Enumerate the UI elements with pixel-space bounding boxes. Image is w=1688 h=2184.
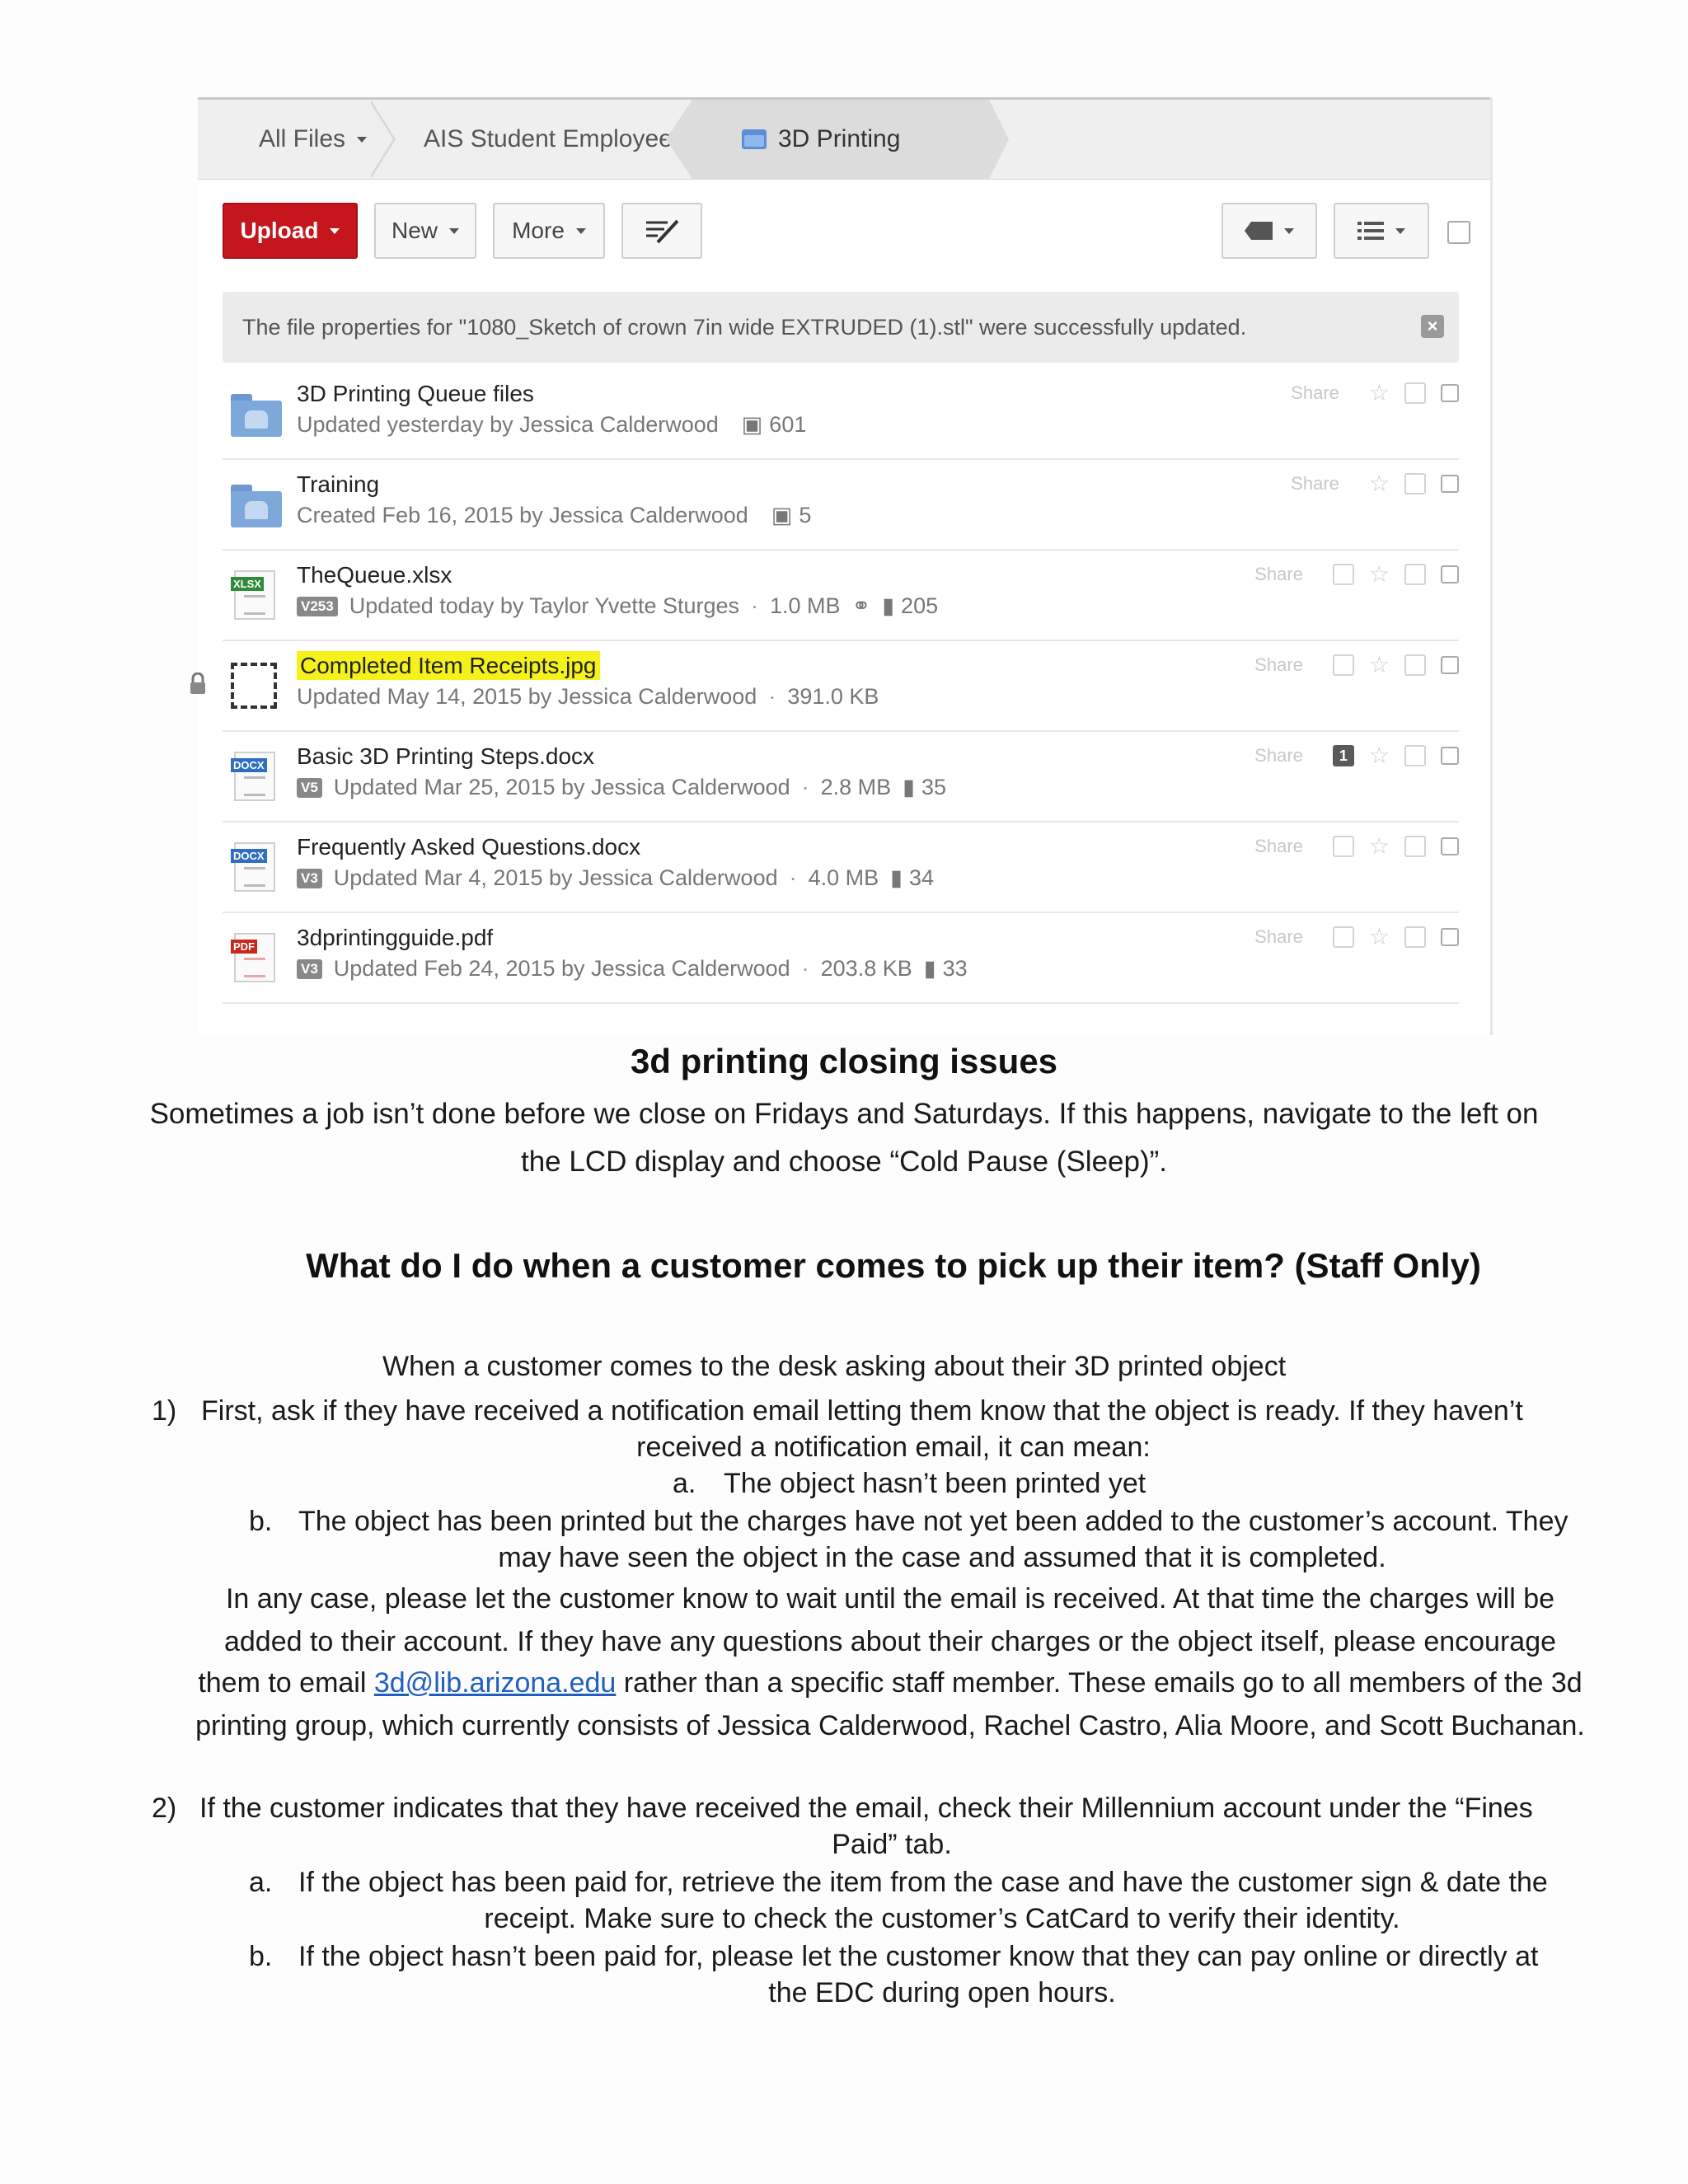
file-row[interactable]	[223, 460, 1459, 551]
shared-folder-icon	[231, 480, 280, 529]
download-icon[interactable]	[1404, 564, 1426, 585]
bulk-edit-button[interactable]	[621, 203, 702, 259]
file-name[interactable]: 3dprintingguide.pdf	[297, 925, 494, 950]
row-checkbox[interactable]	[1441, 565, 1459, 583]
edit-list-icon	[643, 216, 681, 246]
breadcrumb-current-label: 3D Printing	[778, 125, 901, 152]
file-row[interactable]	[223, 641, 1459, 732]
file-size: 2.8 MB	[820, 775, 892, 799]
file-meta-text: Updated yesterday by Jessica Calderwood	[297, 412, 719, 437]
breadcrumb-parent-label: AIS Student Employees	[424, 125, 685, 152]
share-link[interactable]: Share	[1254, 926, 1303, 947]
row-actions	[1254, 561, 1459, 587]
item2-line1: If the customer indicates that they have received the email, check their Millennium account under the “Fines	[199, 1793, 1533, 1824]
star-icon[interactable]: ☆	[1368, 833, 1390, 859]
pickup-heading: What do I do when a customer comes to pick up their item? (Staff Only)	[306, 1246, 1481, 1285]
star-icon[interactable]: ☆	[1368, 924, 1390, 949]
view-count: 35	[921, 775, 947, 799]
file-meta: V5 Updated Mar 25, 2015 by Jessica Calderwood · 2.8 MB ▮ 35	[297, 775, 946, 800]
row-actions	[1291, 382, 1459, 404]
view-toggle-button[interactable]	[1334, 203, 1429, 259]
file-meta-text: Created Feb 16, 2015 by Jessica Calderwood	[297, 503, 748, 527]
file-size: 4.0 MB	[808, 865, 879, 890]
file-name[interactable]	[297, 653, 600, 679]
share-link[interactable]: Share	[1254, 654, 1303, 675]
tag-menu-button[interactable]	[1221, 203, 1317, 259]
file-meta	[297, 503, 811, 528]
views-icon: ▮	[882, 593, 895, 618]
breadcrumb-all-files-label: All Files	[259, 125, 346, 152]
item1-line2: received a notification email, it can mean:	[636, 1432, 1151, 1463]
item1-b-letter: b.	[249, 1506, 273, 1537]
para-line3	[165, 1665, 1615, 1701]
comment-icon[interactable]	[1333, 654, 1354, 676]
file-size: 1.0 MB	[770, 593, 841, 618]
file-meta-text: Updated Mar 25, 2015 by Jessica Calderwood	[333, 775, 790, 799]
share-link[interactable]: Share	[1291, 473, 1339, 494]
version-badge: V3	[297, 959, 322, 979]
file-meta: V3 Updated Feb 24, 2015 by Jessica Calderwood · 203.8 KB ▮ 33	[297, 956, 968, 982]
item1-line1: First, ask if they have received a notification email letting them know that the object is ready. If they haven’t	[201, 1395, 1523, 1427]
star-icon[interactable]: ☆	[1368, 561, 1390, 587]
breadcrumb-separator	[989, 100, 1009, 179]
closing-issues-line2: the LCD display and choose “Cold Pause (Sleep)”.	[520, 1146, 1168, 1178]
share-link[interactable]: Share	[1291, 382, 1339, 403]
row-actions	[1254, 654, 1459, 676]
breadcrumb-separator	[368, 100, 393, 179]
version-badge: V253	[297, 597, 338, 616]
file-row[interactable]	[223, 369, 1459, 460]
file-size: 203.8 KB	[820, 956, 912, 981]
item2-b-line1: If the object hasn’t been paid for, please let the customer know that they can pay online or directly at	[298, 1941, 1539, 1972]
success-notification	[223, 292, 1459, 363]
share-link[interactable]: Share	[1254, 836, 1303, 856]
views-icon: ▮	[923, 956, 936, 981]
item2-b-line2: the EDC during open hours.	[768, 1977, 1116, 2008]
row-actions	[1254, 745, 1459, 766]
row-checkbox[interactable]	[1441, 837, 1459, 855]
view-count: 33	[942, 956, 968, 981]
file-type-tag: DOCX	[231, 758, 267, 772]
chevron-down-icon	[576, 228, 586, 234]
download-icon[interactable]	[1404, 926, 1426, 948]
file-meta: Updated May 14, 2015 by Jessica Calderwood · 391.0 KB	[297, 684, 879, 709]
file-meta: V3 Updated Mar 4, 2015 by Jessica Calderwood · 4.0 MB ▮ 34	[297, 865, 934, 891]
file-meta-text: Updated Feb 24, 2015 by Jessica Calderwood	[333, 956, 790, 981]
download-icon[interactable]	[1404, 836, 1426, 857]
row-checkbox[interactable]	[1441, 656, 1459, 674]
notification-text: The file properties for "1080_Sketch of crown 7in wide EXTRUDED (1).stl" were successfully updated.	[242, 314, 1247, 340]
item1-b-line2: may have seen the object in the case and assumed that it is completed.	[498, 1542, 1386, 1573]
para-line4: printing group, which currently consists of Jessica Calderwood, Rachel Castro, Alia Moore, and Scott Buchanan.	[195, 1710, 1585, 1741]
row-actions	[1254, 833, 1459, 859]
row-checkbox[interactable]	[1441, 928, 1459, 946]
select-all-checkbox[interactable]	[1447, 221, 1470, 244]
file-list	[223, 369, 1459, 1004]
para-line1: In any case, please let the customer know to wait until the email is received. At that time the charges will be	[225, 1583, 1555, 1615]
download-icon[interactable]	[1404, 473, 1426, 494]
xlsx-file-icon	[231, 570, 280, 620]
view-count: 205	[901, 593, 939, 618]
file-count: 5	[799, 503, 812, 527]
share-link[interactable]: Share	[1254, 745, 1303, 766]
file-name[interactable]: Frequently Asked Questions.docx	[297, 834, 641, 860]
file-count-icon: ▣	[741, 412, 763, 437]
file-name[interactable]: 3D Printing Queue files	[297, 381, 534, 406]
version-badge: V3	[297, 869, 322, 888]
views-icon: ▮	[903, 775, 916, 799]
item2-a-line1: If the object has been paid for, retrieve the item from the case and have the customer sign & date the	[298, 1867, 1548, 1898]
breadcrumb-current[interactable]	[692, 100, 989, 179]
list-number-1: 1)	[152, 1395, 177, 1427]
row-actions	[1291, 473, 1459, 494]
chevron-down-icon	[330, 228, 340, 234]
version-badge: V5	[297, 778, 322, 798]
comment-icon[interactable]	[1333, 564, 1354, 585]
pickup-intro: When a customer comes to the desk asking about their 3D printed object	[382, 1351, 1287, 1382]
star-icon[interactable]: ☆	[1368, 380, 1390, 405]
breadcrumb	[198, 97, 1490, 180]
link-icon: ⚭	[851, 593, 871, 618]
comment-icon[interactable]	[1333, 836, 1354, 857]
file-row[interactable]	[223, 913, 1459, 1004]
file-meta-text: Updated today by Taylor Yvette Sturges	[349, 593, 740, 618]
row-checkbox[interactable]	[1441, 475, 1459, 493]
upload-button[interactable]	[223, 203, 358, 259]
file-type-tag: DOCX	[231, 849, 267, 863]
download-icon[interactable]	[1404, 745, 1426, 766]
item1-b-line1: The object has been printed but the charges have not yet been added to the customer’s account. They	[298, 1506, 1568, 1537]
file-name[interactable]: Training	[297, 471, 380, 497]
row-actions	[1254, 926, 1459, 948]
file-count: 601	[769, 412, 807, 437]
row-checkbox[interactable]	[1441, 384, 1459, 402]
file-type-tag: XLSX	[231, 577, 264, 591]
pdf-file-icon	[231, 933, 280, 982]
more-label: More	[512, 218, 565, 243]
row-checkbox[interactable]	[1441, 747, 1459, 765]
docx-file-icon	[231, 752, 280, 801]
file-count-icon: ▣	[771, 503, 793, 527]
shared-folder-icon	[231, 389, 280, 438]
docx-file-icon	[231, 842, 280, 892]
tag-icon	[1245, 222, 1273, 240]
chevron-down-icon	[449, 228, 459, 234]
list-view-icon	[1357, 220, 1384, 241]
toolbar	[223, 203, 1459, 262]
lock-icon	[190, 673, 206, 694]
file-meta: V253 Updated today by Taylor Yvette Sturges · 1.0 MB ⚭ ▮ 205	[297, 593, 938, 619]
file-row[interactable]	[223, 732, 1459, 823]
new-label: New	[391, 218, 438, 243]
email-link[interactable]: 3d@lib.arizona.edu	[373, 1667, 617, 1699]
item2-b-letter: b.	[249, 1941, 273, 1972]
download-icon[interactable]	[1404, 382, 1426, 404]
file-row[interactable]	[223, 823, 1459, 913]
file-meta-text: Updated Mar 4, 2015 by Jessica Calderwood	[333, 865, 778, 890]
comment-icon[interactable]	[1333, 926, 1354, 948]
item1-a-letter: a.	[673, 1468, 696, 1499]
file-row[interactable]	[223, 551, 1459, 641]
views-icon: ▮	[890, 865, 903, 890]
file-size: 391.0 KB	[787, 684, 879, 709]
more-button[interactable]	[493, 203, 605, 259]
star-icon[interactable]: ☆	[1368, 652, 1390, 677]
chevron-down-icon	[357, 137, 367, 143]
para-line3-post: rather than a specific staff member. These emails go to all members of the 3d	[616, 1667, 1582, 1699]
closing-issues-line1: Sometimes a job isn’t done before we close on Fridays and Saturdays. If this happens, navigate to the left on	[149, 1098, 1539, 1130]
image-file-icon	[231, 661, 280, 710]
new-button[interactable]	[374, 203, 476, 259]
breadcrumb-all-files[interactable]	[259, 100, 367, 179]
close-icon[interactable]: ×	[1421, 315, 1444, 338]
para-line2: added to their account. If they have any questions about their charges or the object itself, please encourage	[223, 1626, 1557, 1657]
file-name[interactable]: Basic 3D Printing Steps.docx	[297, 743, 595, 769]
star-icon[interactable]: ☆	[1368, 471, 1390, 496]
chevron-down-icon	[1395, 228, 1405, 234]
download-icon[interactable]	[1404, 654, 1426, 676]
share-link[interactable]: Share	[1254, 564, 1303, 584]
breadcrumb-parent[interactable]	[424, 100, 685, 179]
list-number-2: 2)	[152, 1793, 177, 1824]
item2-a-line2: receipt. Make sure to check the customer’s CatCard to verify their identity.	[484, 1903, 1400, 1934]
para-line3-pre: them to email	[198, 1667, 374, 1699]
item1-a-text: The object hasn’t been printed yet	[724, 1468, 1146, 1499]
folder-icon	[742, 129, 767, 149]
star-icon[interactable]: ☆	[1368, 743, 1390, 768]
view-count: 34	[909, 865, 935, 890]
item2-line2: Paid” tab.	[832, 1829, 952, 1860]
highlighted-file-name: Completed Item Receipts.jpg	[297, 651, 600, 680]
file-type-tag: PDF	[231, 940, 257, 954]
file-browser-screenshot	[198, 97, 1493, 1035]
upload-label: Upload	[240, 218, 319, 243]
chevron-down-icon	[1284, 228, 1294, 234]
file-meta-text: Updated May 14, 2015 by Jessica Calderwood	[297, 684, 757, 709]
item2-a-letter: a.	[249, 1867, 273, 1898]
file-meta	[297, 412, 806, 438]
file-name[interactable]: TheQueue.xlsx	[297, 562, 452, 588]
breadcrumb-separator	[666, 100, 692, 179]
comment-count-icon[interactable]: 1	[1333, 745, 1354, 766]
closing-issues-heading: 3d printing closing issues	[630, 1042, 1058, 1080]
